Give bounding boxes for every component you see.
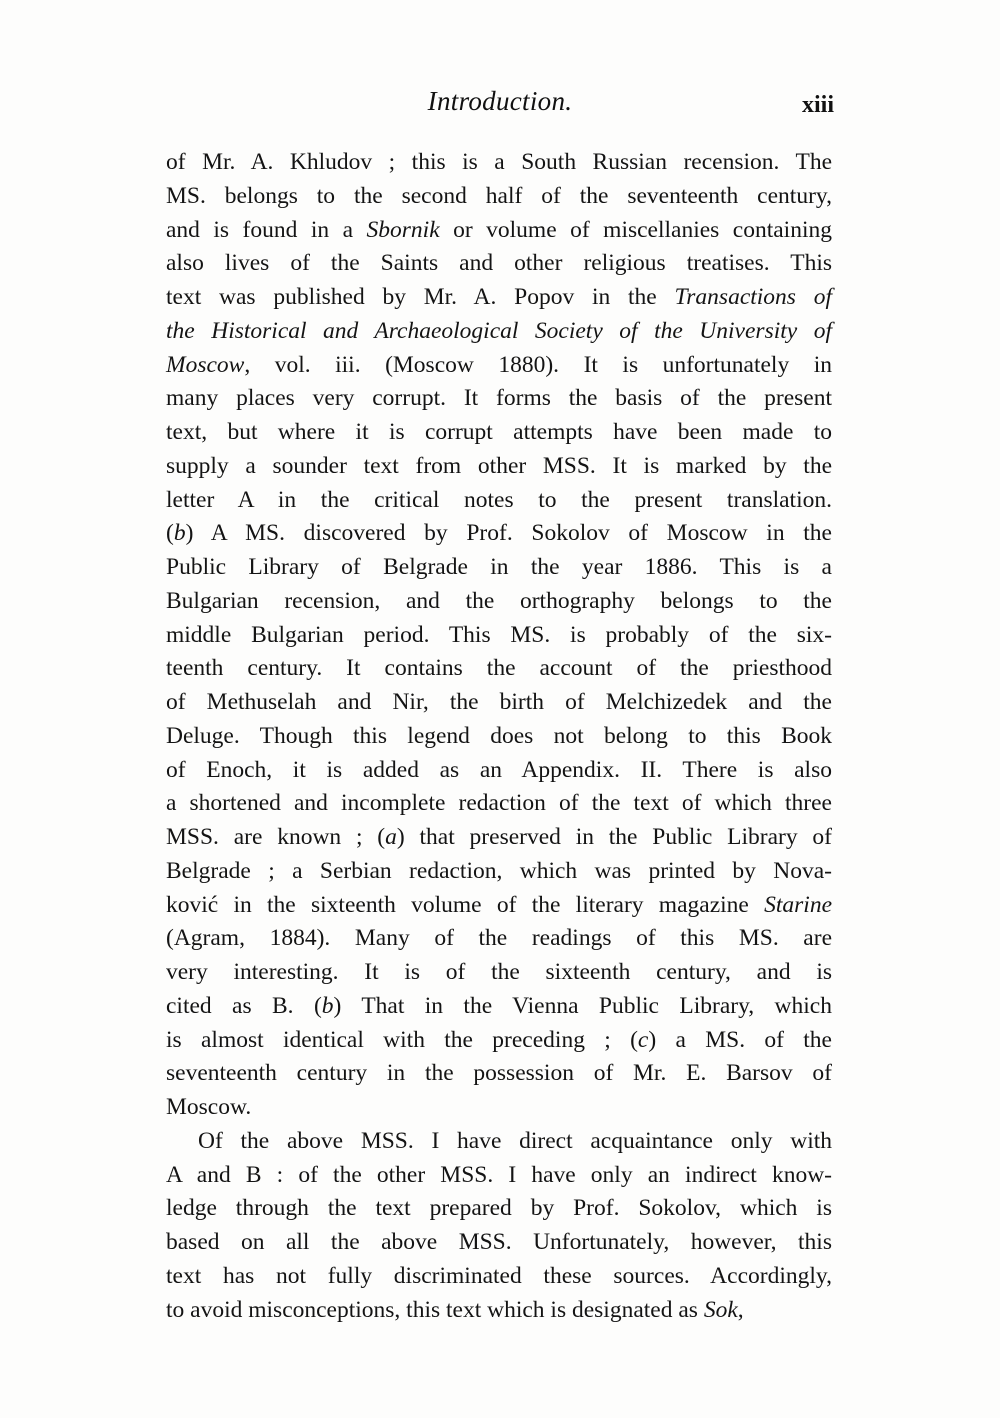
text-run: to avoid misconceptions, this text which is designated as — [166, 1296, 704, 1323]
text-line — [166, 1260, 832, 1294]
text-run: text was published by Mr. A. Popov in the — [166, 284, 675, 310]
text-line — [166, 619, 832, 653]
text-run: ( — [166, 520, 174, 547]
text-run: cited as B. ( — [166, 992, 322, 1019]
italic-text: b — [321, 992, 334, 1019]
paragraph — [166, 1125, 832, 1328]
running-head-title: Introduction. — [427, 86, 573, 116]
text-run: ledge through the text prepared by Prof. Sokolov, which is — [166, 1195, 832, 1222]
text-line — [166, 146, 832, 180]
text-line — [166, 484, 832, 518]
text-line — [166, 889, 832, 923]
text-run: Bulgarian recension, and the orthography belongs to the — [166, 587, 832, 614]
italic-text: the Historical and Archaeological Society of the University of — [166, 317, 832, 344]
text-run: Deluge. Though this legend does not belong to this Book — [166, 722, 832, 749]
italic-text: b — [173, 520, 186, 547]
text-run: teenth century. It contains the account of the priesthood — [166, 655, 832, 682]
text-line — [166, 1125, 832, 1159]
text-line — [166, 1091, 832, 1125]
text-run: and is found in a — [166, 216, 367, 243]
text-line — [166, 1226, 832, 1260]
text-run: , vol. iii. (Moscow 1880). It is unfortunately in — [244, 351, 832, 378]
body-text — [166, 146, 832, 1327]
text-run: Public Library of Belgrade in the year 1886. This is a — [166, 554, 832, 580]
italic-text: Sok — [703, 1296, 738, 1323]
text-line — [166, 1057, 832, 1091]
text-line — [166, 214, 832, 248]
text-run: letter A in the critical notes to the present translation. — [166, 486, 832, 513]
text-line — [166, 821, 832, 855]
text-run: A and B : of the other MSS. I have only an indirect know- — [166, 1161, 832, 1188]
text-run: ) A MS. discovered by Prof. Sokolov of Moscow in the — [185, 520, 832, 547]
text-run: middle Bulgarian period. This MS. is probably of the six- — [166, 621, 832, 648]
italic-text: Moscow — [166, 351, 245, 378]
text-run: seventeenth century in the possession of Mr. E. Barsov of — [166, 1060, 832, 1087]
text-line — [166, 754, 832, 788]
text-line — [166, 281, 832, 315]
text-run: ) That in the Vienna Public Library, which — [333, 992, 832, 1019]
text-run: or volume of miscellanies containing — [439, 216, 832, 243]
text-line — [166, 315, 832, 349]
text-line — [166, 956, 832, 990]
text-line — [166, 1159, 832, 1193]
text-run: many places very corrupt. It forms the basis of the present — [166, 385, 832, 412]
page-number: xiii — [801, 92, 834, 118]
italic-text: Sbornik — [366, 216, 440, 243]
text-line — [166, 720, 832, 754]
text-line — [166, 922, 832, 956]
text-run: MS. belongs to the second half of the seventeenth century, — [166, 182, 832, 209]
text-run: text, but where it is corrupt attempts have been made to — [166, 419, 832, 445]
text-line — [166, 652, 832, 686]
text-run: of Enoch, it is added as an Appendix. II. There is also — [166, 756, 832, 783]
text-run: also lives of the Saints and other religious treatises. This — [166, 250, 832, 277]
text-line — [166, 382, 832, 416]
text-run: of Methuselah and Nir, the birth of Melchizedek and the — [166, 689, 832, 715]
paragraph — [166, 146, 832, 1125]
text-line — [166, 1294, 832, 1328]
text-run: ković in the sixteenth volume of the literary magazine — [166, 891, 765, 918]
text-line — [166, 450, 832, 484]
text-run: Moscow. — [166, 1094, 252, 1120]
italic-text: a — [385, 824, 397, 850]
text-line — [166, 787, 832, 821]
text-run: text has not fully discriminated these sources. Accordingly, — [166, 1262, 832, 1289]
text-run: based on all the above MSS. Unfortunately, however, this — [166, 1229, 832, 1255]
text-line — [166, 855, 832, 889]
text-run: Of the above MSS. I have direct acquaintance only with — [198, 1127, 832, 1154]
text-line — [166, 180, 832, 214]
text-line — [166, 990, 832, 1024]
text-run: MSS. are known ; ( — [166, 824, 386, 850]
text-run: Belgrade ; a Serbian redaction, which was printed by Nova- — [166, 857, 832, 884]
text-line — [166, 686, 832, 720]
text-run: very interesting. It is of the sixteenth century, and is — [166, 959, 832, 985]
italic-text: Starine — [764, 891, 832, 918]
text-run: (Agram, 1884). Many of the readings of this MS. are — [166, 925, 832, 952]
text-line — [166, 585, 832, 619]
text-line — [166, 1024, 832, 1058]
italic-text: c — [637, 1026, 649, 1053]
italic-text: Transactions of — [674, 284, 832, 310]
text-run: is almost identical with the preceding ; ( — [166, 1026, 638, 1053]
text-line — [166, 1192, 832, 1226]
text-run: ) a MS. of the — [648, 1026, 832, 1053]
text-line — [166, 517, 832, 551]
text-run: , — [737, 1296, 744, 1323]
text-line — [166, 416, 832, 450]
text-run: ) that preserved in the Public Library of — [396, 824, 832, 850]
text-line — [166, 349, 832, 383]
text-run: supply a sounder text from other MSS. It is marked by the — [166, 452, 832, 479]
text-line — [166, 247, 832, 281]
text-line — [166, 551, 832, 585]
text-run: of Mr. A. Khludov ; this is a South Russian recension. The — [166, 149, 832, 175]
text-run: a shortened and incomplete redaction of the text of which three — [166, 790, 832, 817]
